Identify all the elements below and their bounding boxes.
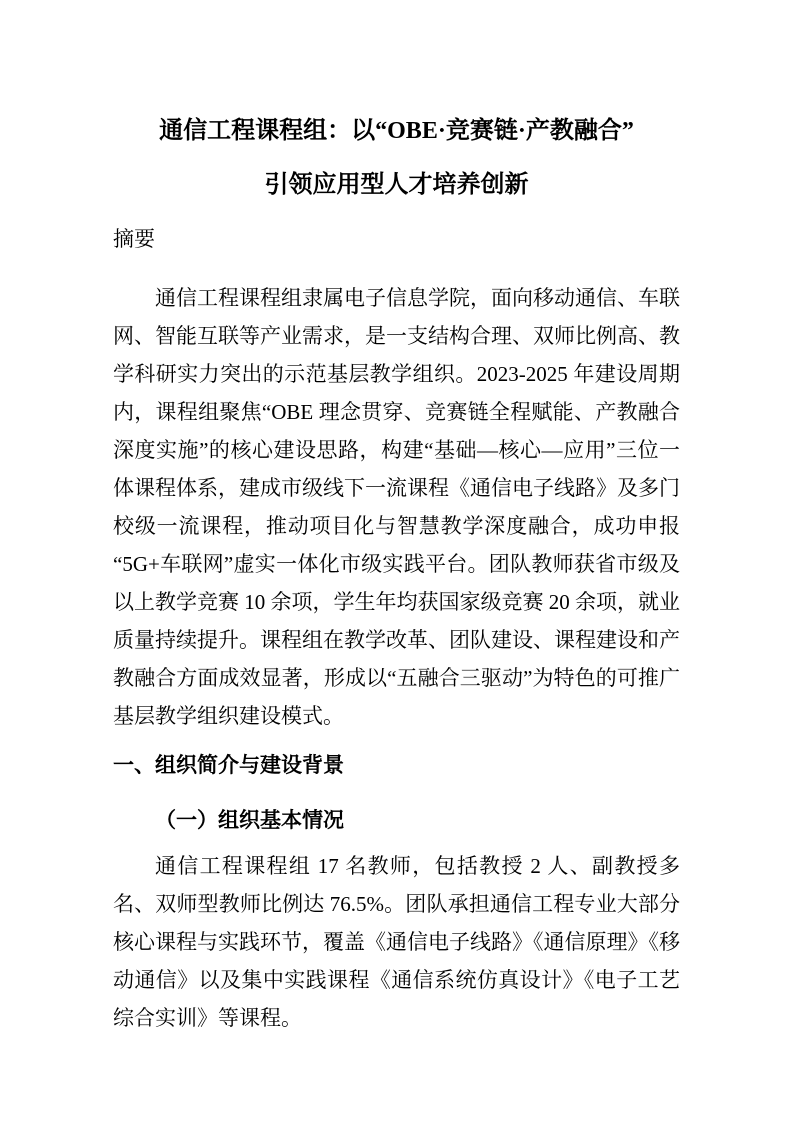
abstract-paragraph: 通信工程课程组隶属电子信息学院，面向移动通信、车联网、智能互联等产业需求，是一支结构合理、双师比例高、教学科研实力突出的示范基层教学组织。2023-2025 年建设周期内，课程组聚焦“OBE 理念贯穿、竞赛链全程赋能、产教融合深度实施”的核心建设思路，构建“基础—核心—应用”三位一体课程体系，建成市级线下一流课程《通信电子线路》及多门校级一流课程，推动项目化与智慧教学深度融合，成功申报“5G+车联网”虚实一体化市级实践平台。团队教师获省市级及以上教学竞赛 10 余项，学生年均获国家级竞赛 20 余项，就业质量持续提升。课程组在教学改革、团队建设、课程建设和产教融合方面成效显著，形成以“五融合三驱动”为特色的可推广基层教学组织建设模式。 <box>113 286 680 728</box>
document-title <box>113 104 680 212</box>
document-title-line-1: 通信工程课程组：以“OBE·竞赛链·产教融合” <box>159 118 634 144</box>
subsection-1-1-heading: （一）组织基本情况 <box>155 808 344 832</box>
document-title-line-2: 引领应用型人才培养创新 <box>264 172 529 198</box>
abstract-heading: 摘要 <box>113 227 155 251</box>
organization-basic-info-paragraph: 通信工程课程组 17 名教师，包括教授 2 人、副教授多名、双师型教师比例达 76.5%。团队承担通信工程专业大部分核心课程与实践环节，覆盖《通信电子线路》《通信原理》《移动通信》以及集中实践课程《通信系统仿真设计》《电子工艺综合实训》等课程。 <box>113 854 680 1030</box>
section-1-heading: 一、组织简介与建设背景 <box>113 753 344 777</box>
